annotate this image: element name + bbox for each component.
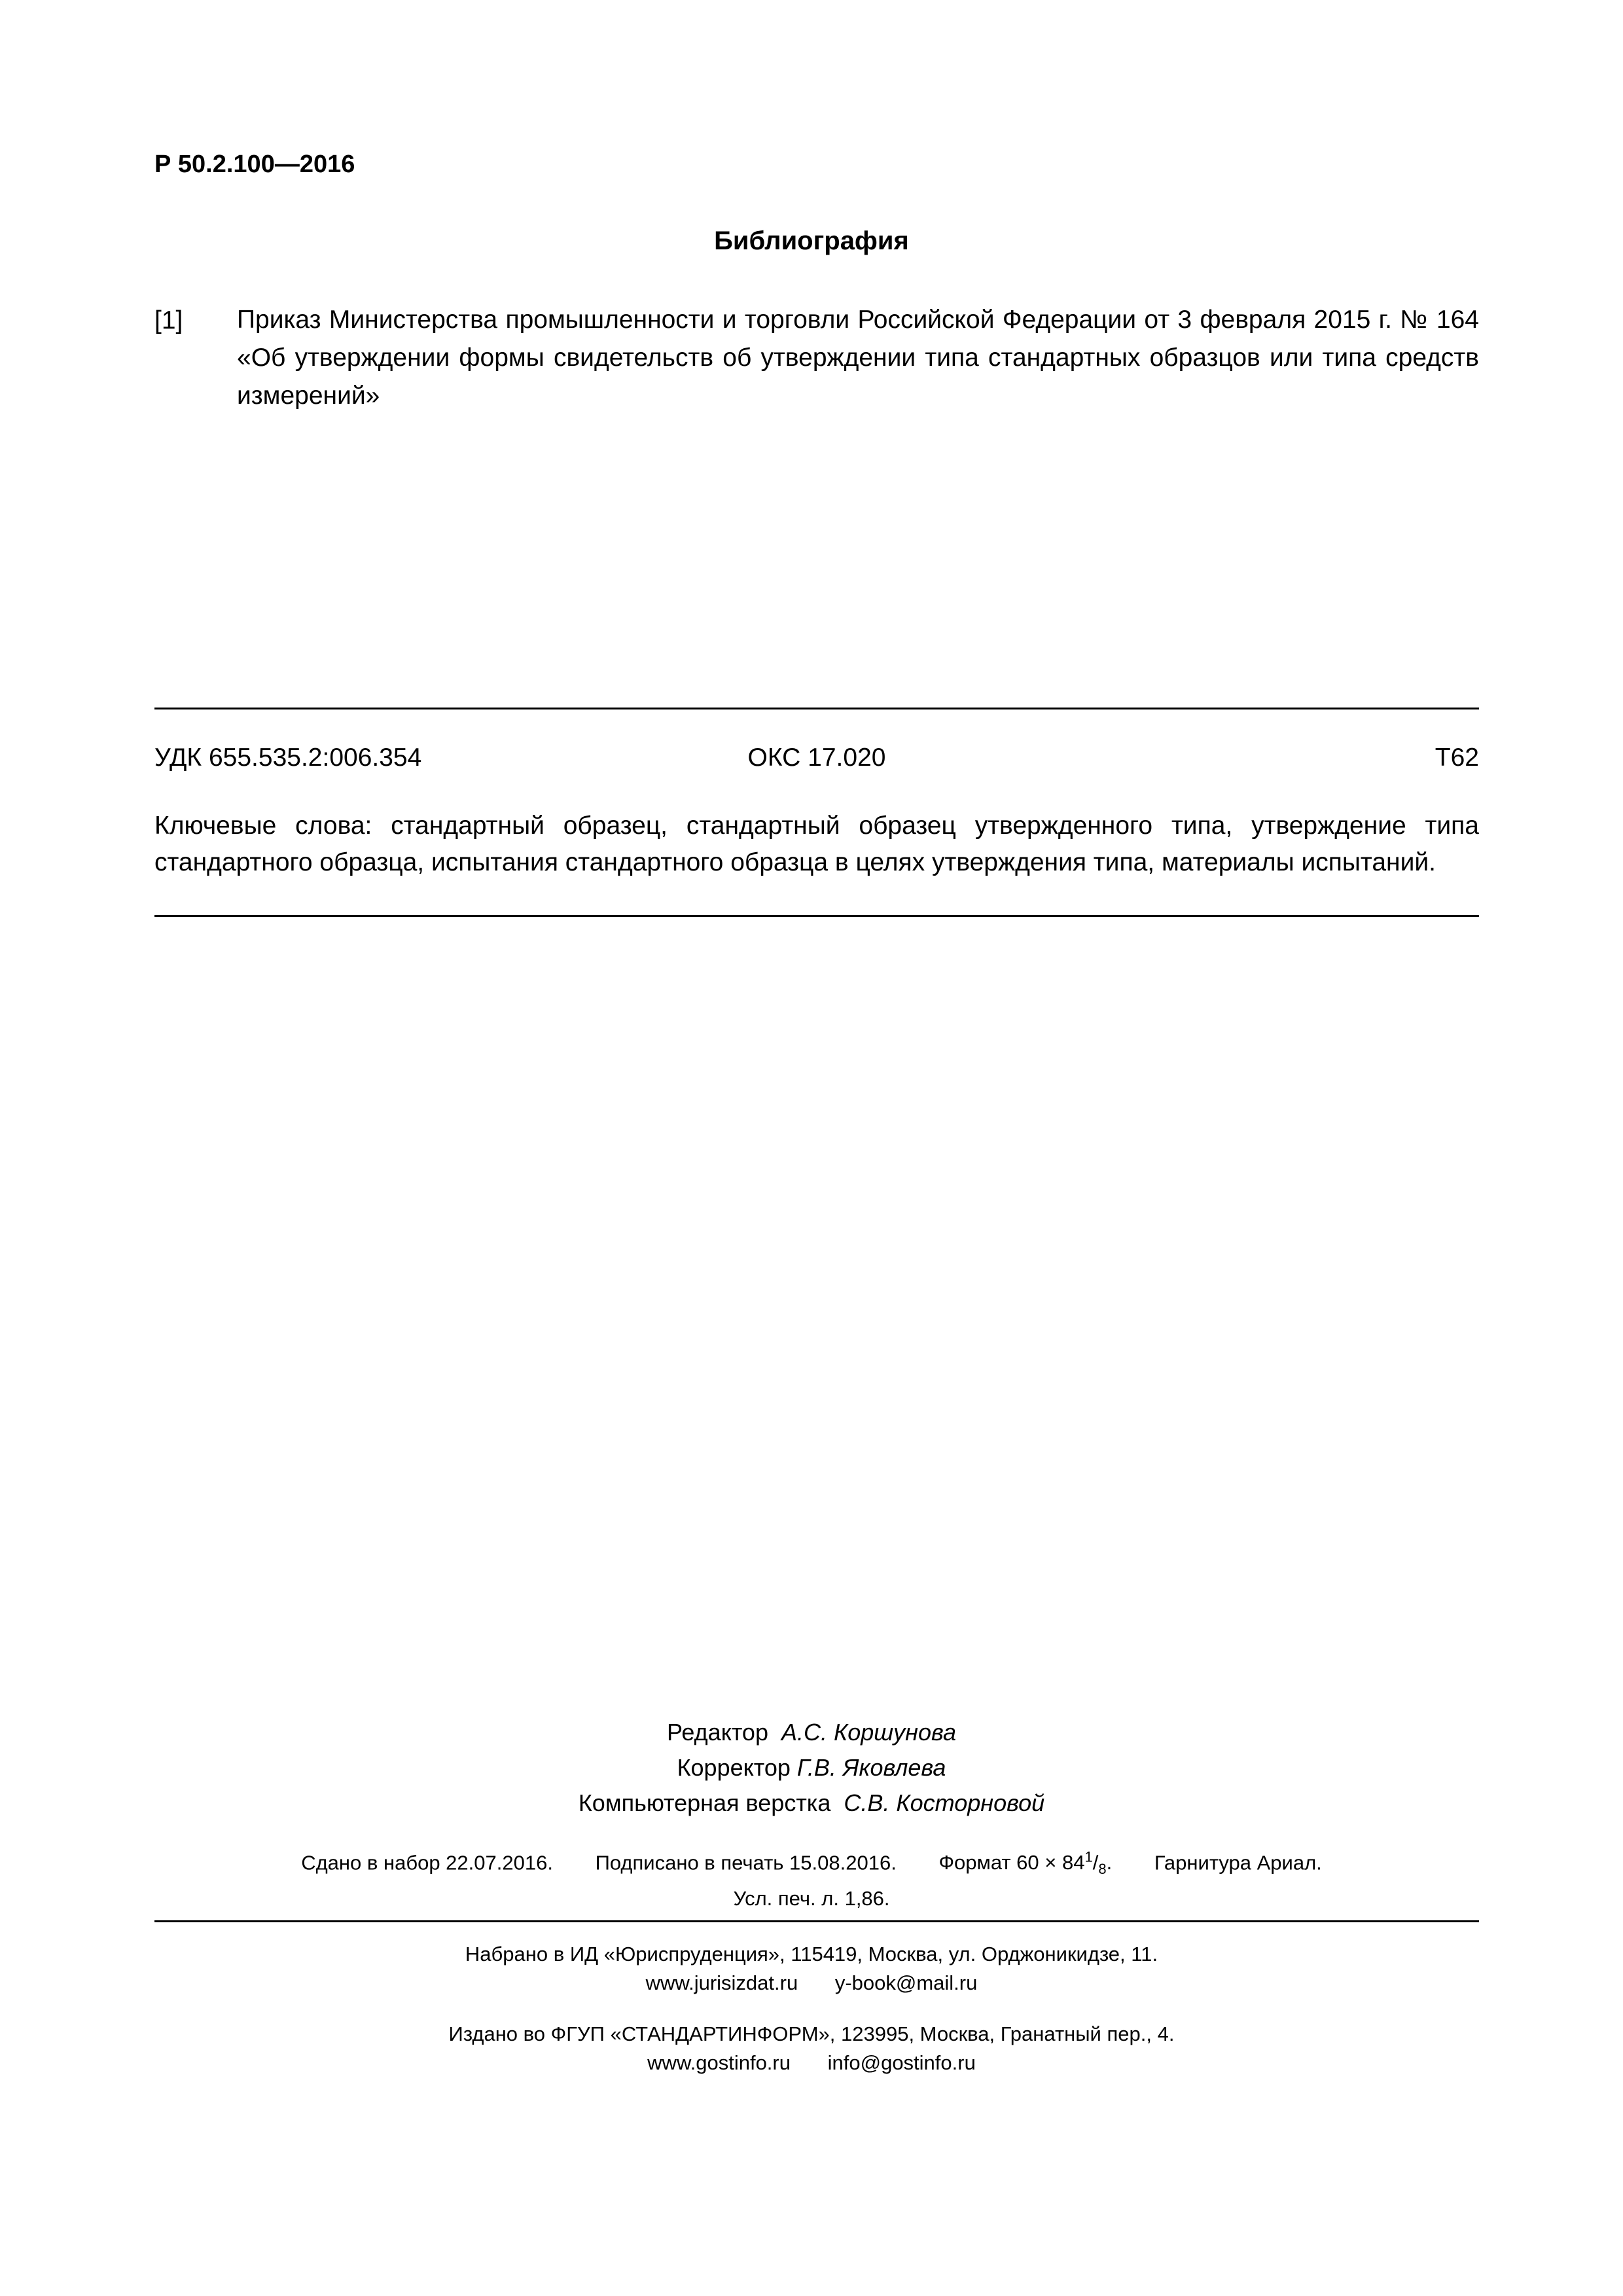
- publisher-email: info@gostinfo.ru: [827, 2051, 976, 2074]
- corrector-line: [0, 1750, 1623, 1785]
- publisher-contacts: [0, 2049, 1623, 2077]
- layout-role: Компьютерная верстка: [578, 1789, 831, 1816]
- typeset-contacts: [0, 1969, 1623, 1998]
- publisher-site: www.gostinfo.ru: [647, 2051, 791, 2074]
- editor-line: [0, 1715, 1623, 1750]
- typeface: Гарнитура Ариал.: [1154, 1851, 1322, 1874]
- print-sheets: Усл. печ. л. 1,86.: [733, 1886, 890, 1910]
- corrector-name: Г.В. Яковлева: [796, 1754, 946, 1781]
- top-divider: [154, 708, 1479, 709]
- editor-role: Редактор: [667, 1719, 768, 1746]
- keywords-divider: [154, 915, 1479, 917]
- publisher-line: Издано во ФГУП «СТАНДАРТИНФОРМ», 123995, Москва, Гранатный пер., 4.: [448, 2022, 1175, 2045]
- typeset-line: Набрано в ИД «Юриспруденция», 115419, Москва, ул. Орджоникидзе, 11.: [465, 1943, 1158, 1965]
- imprint-divider: [154, 1920, 1479, 1922]
- paper-format: Формат $60 \times 84^1/_8$.: [938, 1849, 1113, 1878]
- layout-line: [0, 1785, 1623, 1821]
- udk-code: УДК 655.535.2:006.354: [154, 744, 422, 772]
- editor-name: А.С. Коршунова: [781, 1719, 956, 1746]
- credits-block: [0, 1715, 1623, 1821]
- corrector-role: Корректор: [677, 1754, 791, 1781]
- typeset-block: [0, 1940, 1623, 1998]
- typeset-site: www.jurisizdat.ru: [645, 1971, 798, 1994]
- layout-name: С.В. Косторновой: [844, 1789, 1045, 1816]
- submitted-date: Сдано в набор 22.07.2016.: [301, 1851, 553, 1874]
- print-info-line: [0, 1843, 1623, 1884]
- signed-date: Подписано в печать 15.08.2016.: [595, 1851, 897, 1874]
- typeset-email: y-book@mail.ru: [834, 1971, 978, 1994]
- print-info: [0, 1843, 1623, 1913]
- oks-code: ОКС 17.020: [747, 744, 886, 772]
- group-code: Т62: [1435, 744, 1479, 772]
- publisher-block: [0, 2020, 1623, 2077]
- keywords-paragraph: Ключевые слова: стандартный образец, стандартный образец утвержденного типа, утверждение типа стандартного образца, испытания стандартного образца в целях утверждения типа, материалы испытаний.: [154, 812, 1479, 876]
- reference-text: Приказ Министерства промышленности и торговли Российской Федерации от 3 февраля 2015 г. № 164 «Об утверждении формы свидетельств об утверждении типа стандартных образцов или типа средств измерений»: [237, 306, 1479, 410]
- reference-number: [1]: [154, 306, 183, 334]
- bibliography-title: Библиография: [714, 226, 909, 255]
- document-code: Р 50.2.100—2016: [154, 151, 355, 178]
